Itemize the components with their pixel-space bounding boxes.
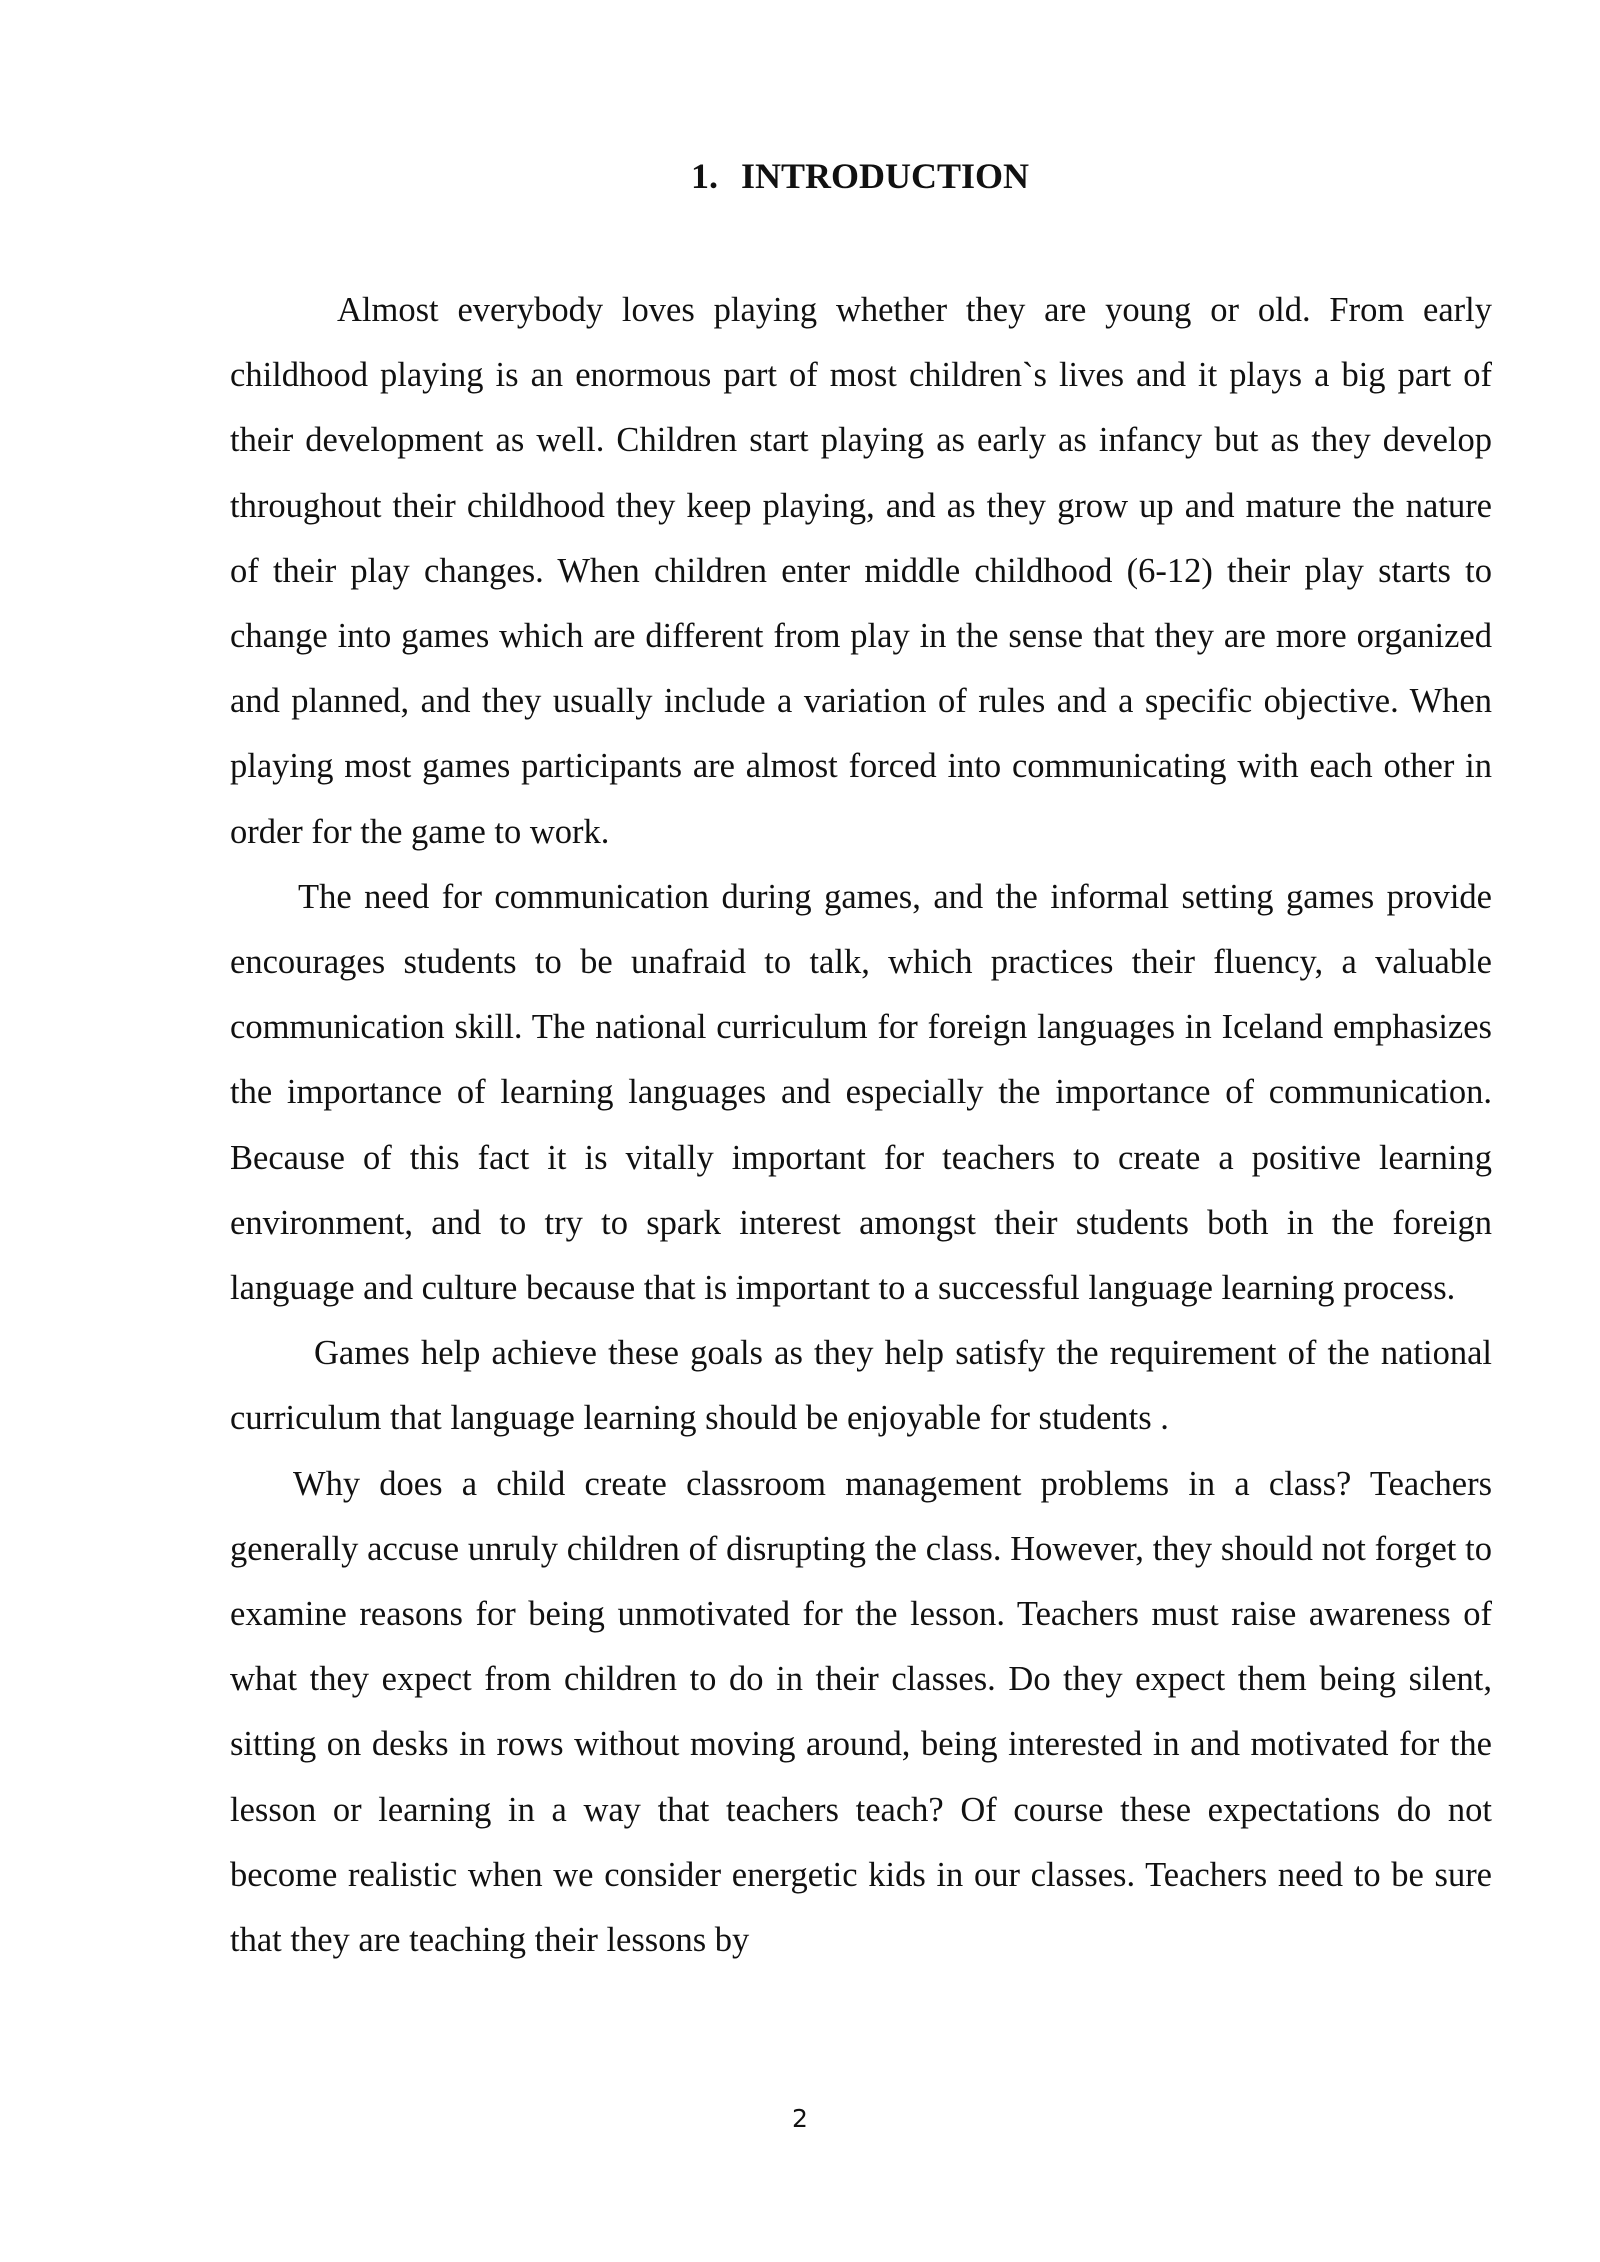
section-heading — [230, 150, 1490, 202]
paragraph-1: Almost everybody loves playing whether they are young or old. From early childhood playing is an enormous part of most children`s lives and it plays a big part of their development as well. Children start playing as early as infancy but as they develop throughout their childhood they keep playing, and as they grow up and mature the nature of their play changes. When children enter middle childhood (6-12) their play starts to change into games which are different from play in the sense that they are more organized and planned, and they usually include a variation of rules and a specific objective. When playing most games participants are almost forced into communicating with each other in order for the game to work. — [230, 291, 1492, 851]
paragraph-2: The need for communication during games, and the informal setting games provide encourages students to be unafraid to talk, which practices their fluency, a valuable communication skill. The national curriculum for foreign languages in Iceland emphasizes the importance of learning languages and especially the importance of communication. Because of this fact it is vitally important for teachers to create a positive learning environment, and to try to spark interest amongst their students both in the foreign language and culture because that is important to a successful language learning process. — [230, 877, 1492, 1308]
section-number: 1. — [690, 156, 718, 196]
page-number: 2 — [792, 2104, 808, 2133]
paragraph-3: Games help achieve these goals as they help satisfy the requirement of the national curriculum that language learning should be enjoyable for students . — [230, 1334, 1492, 1438]
body-text — [230, 278, 1492, 1973]
section-title: INTRODUCTION — [740, 156, 1030, 196]
paragraph-4: Why does a child create classroom management problems in a class? Teachers generally accuse unruly children of disrupting the class. However, they should not forget to examine reasons for being unmotivated for the lesson. Teachers must raise awareness of what they expect from children to do in their classes. Do they expect them being silent, sitting on desks in rows without moving around, being interested in and motivated for the lesson or learning in a way that teachers teach? Of course these expectations do not become realistic when we consider energetic kids in our classes. Teachers need to be sure that they are teaching their lessons by — [230, 1464, 1492, 1960]
